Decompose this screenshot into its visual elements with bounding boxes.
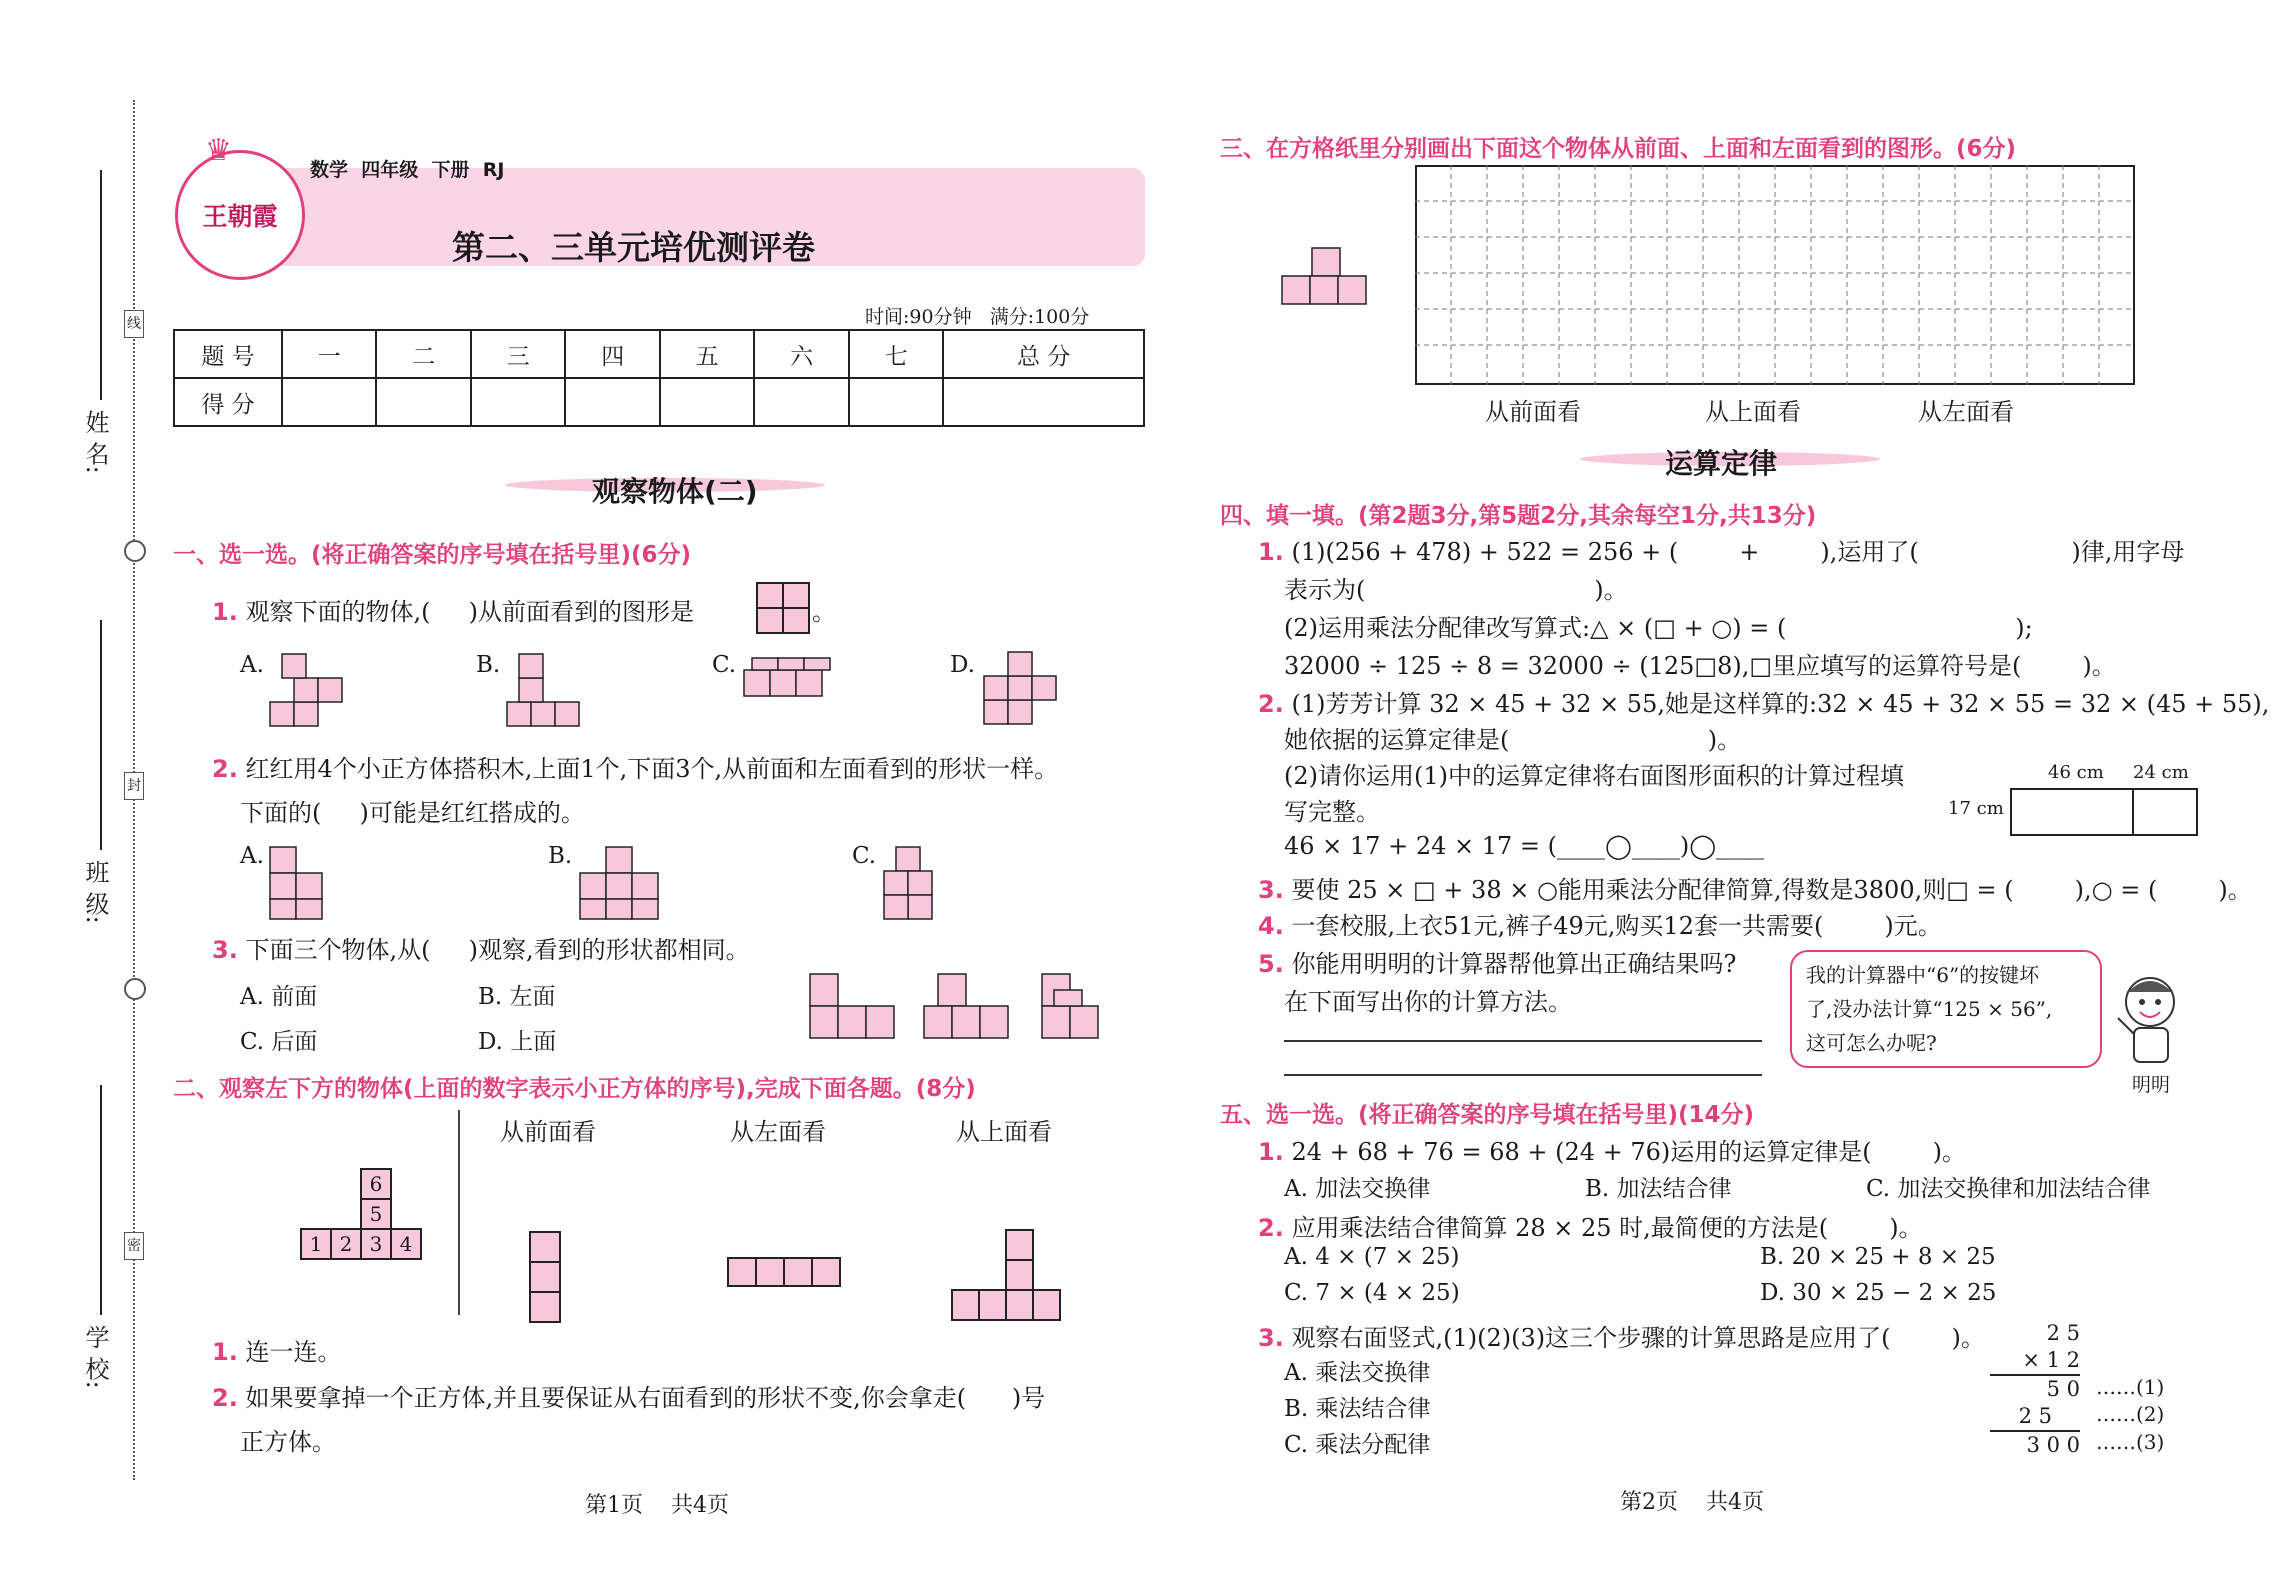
- bubble-line: 了,没办法计算“125 × 56”,: [1806, 997, 2053, 1021]
- grid-caption-top: 从上面看: [1705, 398, 1801, 426]
- rect-label-17: 17 cm: [1948, 798, 2004, 819]
- cube-figure-q2c: [882, 843, 962, 923]
- grade-line: 数学 四年级 下册 RJ: [310, 159, 505, 181]
- s5-q2-option-c: C. 7 × (4 × 25): [1284, 1280, 1460, 1306]
- s5-q2-option-a: A. 4 × (7 × 25): [1284, 1244, 1460, 1270]
- bubble-line: 我的计算器中“6”的按键坏: [1806, 963, 2040, 987]
- name-underline: [100, 170, 102, 400]
- cube-1: 1: [300, 1228, 332, 1260]
- question-text: 要使 25 × □ + 38 × ○能用乘法分配律简算,得数是3800,则□ = ( ),○ = ( )。: [1291, 876, 2252, 904]
- binding-hole-icon: [124, 978, 146, 1000]
- question-text: 观察右面竖式,(1)(2)(3)这三个步骤的计算思路是应用了( )。: [1291, 1324, 1985, 1352]
- cube-4: 4: [390, 1228, 422, 1260]
- question-text: (1)芳芳计算 32 × 45 + 32 × 55,她是这样算的:32 × 45 + 32 × 55 = 32 × (45 + 55),: [1291, 690, 2270, 718]
- s1-q1-option-a: A.: [240, 652, 264, 678]
- score-header-cell: 四: [565, 330, 659, 378]
- school-underline: [100, 1085, 102, 1315]
- cube-figure-a: [268, 650, 348, 730]
- name-label: 姓 名:: [81, 410, 109, 474]
- s4-q2-line4: 写完整。: [1284, 798, 1380, 826]
- s1-q2-option-c: C.: [852, 843, 877, 869]
- s5-q2: [1258, 1208, 1923, 1243]
- class-label: 班 级:: [81, 860, 109, 924]
- score-header-cell: 题 号: [174, 330, 282, 378]
- s5-q1-option-c: C. 加法交换律和加法结合律: [1866, 1176, 2151, 1202]
- question-number: 1.: [212, 598, 238, 626]
- vertical-multiplication: [1990, 1320, 2080, 1459]
- view-caption-left: 从左面看: [730, 1118, 826, 1146]
- section4-title: 四、填一填。(第2题3分,第5题2分,其余每空1分,共13分): [1220, 503, 1817, 529]
- s2-q2: [212, 1378, 1045, 1413]
- s5-q3-option-a: A. 乘法交换律: [1284, 1360, 1431, 1386]
- s5-q3-option-b: B. 乘法结合律: [1284, 1396, 1431, 1422]
- view-caption-top: 从上面看: [956, 1118, 1052, 1146]
- boy-character-icon: [2108, 968, 2188, 1068]
- question-text: 你能用明明的计算器帮他算出正确结果吗?: [1291, 950, 1737, 978]
- area-rectangle: [2010, 788, 2198, 836]
- answer-line[interactable]: [1284, 1074, 1762, 1076]
- s4-q1: [1258, 532, 2184, 567]
- score-cell[interactable]: [943, 378, 1144, 426]
- cube-figure-c: [742, 652, 832, 702]
- question-number: 2.: [212, 1384, 238, 1412]
- s1-q3-option-c: C. 后面: [240, 1029, 318, 1055]
- cube-group-3: [1040, 970, 1120, 1042]
- unit1-title: 观察物体(二): [592, 475, 758, 508]
- s1-q3: [212, 930, 750, 965]
- score-cell[interactable]: [282, 378, 376, 426]
- cube-figure-q2a: [268, 843, 348, 923]
- question-text: 一套校服,上衣51元,裤子49元,购买12套一共需要( )元。: [1291, 912, 1942, 940]
- question-text: 连一连。: [245, 1338, 342, 1366]
- question-number: 5.: [1258, 950, 1284, 978]
- s4-q2-line3: (2)请你运用(1)中的运算定律将右面图形面积的计算过程填: [1284, 762, 1904, 790]
- logo-badge: [175, 150, 305, 280]
- s1-q2-line2: 下面的( )可能是红红搭成的。: [240, 799, 585, 827]
- s5-q3: [1258, 1318, 1985, 1353]
- score-table-score-row: [174, 378, 1144, 426]
- s4-q2: [1258, 684, 2269, 719]
- rect-label-46: 46 cm: [2048, 762, 2104, 783]
- step-label: ……(1): [2096, 1375, 2165, 1399]
- s1-q1-option-c: C.: [712, 652, 737, 678]
- score-header-cell: 六: [754, 330, 848, 378]
- cube-5: 5: [360, 1198, 392, 1230]
- view-caption-front: 从前面看: [500, 1118, 596, 1146]
- answer-line[interactable]: [1284, 1040, 1762, 1042]
- section2-divider: [458, 1110, 460, 1315]
- cube-6: 6: [360, 1168, 392, 1200]
- s4-q5-line2: 在下面写出你的计算方法。: [1284, 988, 1572, 1016]
- s1-q1: [212, 592, 694, 627]
- footer-left: 第1页 共4页: [585, 1493, 729, 1518]
- school-label: 学 校:: [81, 1325, 109, 1389]
- s1-q2-option-a: A.: [240, 843, 264, 869]
- score-cell[interactable]: [471, 378, 565, 426]
- area-rect-left: [2012, 790, 2134, 834]
- seal-mark: 封: [124, 772, 144, 800]
- question-text: (1)(256 + 478) + 522 = 256 + ( + ),运用了( )律,用字母: [1291, 538, 2185, 566]
- score-header-cell: 三: [471, 330, 565, 378]
- question-text: 观察下面的物体,( )从前面看到的图形是: [245, 598, 694, 626]
- s5-q1-option-a: A. 加法交换律: [1284, 1176, 1431, 1202]
- line-mark: 线: [124, 310, 144, 338]
- vm-line: 2 5: [2046, 1321, 2080, 1345]
- question-number: 1.: [1258, 1138, 1284, 1166]
- s4-q1-line2: 表示为( )。: [1284, 576, 1628, 604]
- question-text: 应用乘法结合律简算 28 × 25 时,最简便的方法是( )。: [1291, 1214, 1923, 1242]
- unit2-title: 运算定律: [1665, 447, 1778, 480]
- view-shape-t: [950, 1228, 1062, 1328]
- s5-q1: [1258, 1132, 1966, 1167]
- binding-hole-icon: [124, 540, 146, 562]
- score-header-cell: 五: [660, 330, 754, 378]
- question-text: 如果要拿掉一个正方体,并且要保证从右面看到的形状不变,你会拿走( )号: [245, 1384, 1046, 1412]
- s2-q2-line2: 正方体。: [240, 1428, 336, 1456]
- section5-title: 五、选一选。(将正确答案的序号填在括号里)(14分): [1220, 1102, 1755, 1128]
- s5-q2-option-b: B. 20 × 25 + 8 × 25: [1760, 1244, 1996, 1270]
- score-header-cell: 一: [282, 330, 376, 378]
- question-text: 下面三个物体,从( )观察,看到的形状都相同。: [245, 936, 750, 964]
- view-shape-vertical-3: [528, 1230, 562, 1330]
- drawing-grid[interactable]: [1415, 165, 2135, 385]
- score-cell[interactable]: [376, 378, 470, 426]
- section3-solid-figure: [1278, 244, 1378, 314]
- secret-mark: 密: [124, 1232, 144, 1260]
- s4-q5: [1258, 944, 1736, 979]
- question-number: 1.: [212, 1338, 238, 1366]
- logo-text: 王朝霞: [202, 202, 278, 231]
- cube-figure-d: [982, 648, 1062, 728]
- question-number: 2.: [1258, 690, 1284, 718]
- bubble-line: 这可怎么办呢?: [1806, 1031, 1937, 1055]
- s1-q2: [212, 749, 1058, 784]
- section1-title: 一、选一选。(将正确答案的序号填在括号里)(6分): [173, 542, 692, 568]
- score-table-header-row: [174, 330, 1144, 378]
- score-row-label: 得 分: [174, 378, 282, 426]
- cube-figure-b: [505, 650, 585, 730]
- time-info: 时间:90分钟 满分:100分: [865, 306, 1090, 328]
- cube-3: 3: [360, 1228, 392, 1260]
- period-mark: 。: [812, 598, 836, 626]
- vm-line: 5 0: [2046, 1377, 2080, 1401]
- s1-q2-option-b: B.: [548, 843, 573, 869]
- cube-figure-q2b: [578, 843, 678, 923]
- score-cell[interactable]: [660, 378, 754, 426]
- score-cell[interactable]: [849, 378, 943, 426]
- cube-2: 2: [330, 1228, 362, 1260]
- question-text: 24 + 68 + 76 = 68 + (24 + 76)运用的运算定律是( )。: [1291, 1138, 1967, 1166]
- s4-q1-line3: (2)运用乘法分配律改写算式:△ × (□ + ○) = ( );: [1284, 614, 2033, 642]
- vm-line: 3 0 0: [2026, 1433, 2080, 1457]
- s5-q1-option-b: B. 加法结合律: [1585, 1176, 1732, 1202]
- numbered-cube-solid: [300, 1168, 430, 1260]
- score-cell[interactable]: [754, 378, 848, 426]
- s1-q3-option-d: D. 上面: [478, 1029, 557, 1055]
- score-header-cell: 七: [849, 330, 943, 378]
- question-number: 3.: [1258, 876, 1284, 904]
- crown-icon: ♛: [205, 133, 232, 168]
- score-header-cell: 二: [376, 330, 470, 378]
- section3-title: 三、在方格纸里分别画出下面这个物体从前面、上面和左面看到的图形。(6分): [1220, 136, 2017, 162]
- s4-q3: [1258, 870, 2252, 905]
- s1-q1-option-b: B.: [476, 652, 501, 678]
- grid-caption-front: 从前面看: [1485, 398, 1581, 426]
- s5-q3-option-c: C. 乘法分配律: [1284, 1432, 1431, 1458]
- s4-q4: [1258, 906, 1942, 941]
- question-number: 3.: [212, 936, 238, 964]
- question-number: 2.: [1258, 1214, 1284, 1242]
- score-cell[interactable]: [565, 378, 659, 426]
- s1-q1-option-d: D.: [950, 652, 975, 678]
- step-label: ……(2): [2096, 1402, 2165, 1426]
- score-table: [173, 329, 1145, 427]
- score-header-cell: 总 分: [943, 330, 1144, 378]
- s2-q1: [212, 1332, 341, 1367]
- front-view-2x2-figure: [756, 582, 810, 634]
- s4-q1-line4: 32000 ÷ 125 ÷ 8 = 32000 ÷ (125□8),□里应填写的运算符号是( )。: [1284, 652, 2116, 680]
- class-underline: [100, 620, 102, 850]
- speech-bubble: [1790, 950, 2102, 1068]
- step-label: ……(3): [2096, 1430, 2165, 1454]
- question-number: 4.: [1258, 912, 1284, 940]
- s4-q2-line2: 她依据的运算定律是( )。: [1284, 726, 1742, 754]
- cube-group-2: [922, 970, 1017, 1042]
- grid-caption-left: 从左面看: [1918, 398, 2014, 426]
- s5-q2-option-d: D. 30 × 25 − 2 × 25: [1760, 1280, 1997, 1306]
- page-title: 第二、三单元培优测评卷: [452, 228, 815, 267]
- s1-q3-option-b: B. 左面: [478, 984, 556, 1010]
- view-shape-horizontal-4: [726, 1256, 844, 1290]
- s4-q2-line5: 46 × 17 + 24 × 17 = (____◯____)◯____: [1284, 832, 1765, 860]
- question-text: 红红用4个小正方体搭积木,上面1个,下面3个,从前面和左面看到的形状一样。: [245, 755, 1059, 783]
- rect-label-24: 24 cm: [2133, 762, 2189, 783]
- question-number: 1.: [1258, 538, 1284, 566]
- footer-right: 第2页 共4页: [1620, 1490, 1764, 1515]
- question-number: 3.: [1258, 1324, 1284, 1352]
- section2-title: 二、观察左下方的物体(上面的数字表示小正方体的序号),完成下面各题。(8分): [173, 1076, 976, 1102]
- character-name: 明明: [2132, 1074, 2171, 1096]
- vm-line: 2 5: [1990, 1403, 2080, 1432]
- vm-line: × 1 2: [1990, 1347, 2080, 1376]
- question-number: 2.: [212, 755, 238, 783]
- s1-q3-option-a: A. 前面: [240, 984, 318, 1010]
- cube-group-1: [808, 970, 903, 1042]
